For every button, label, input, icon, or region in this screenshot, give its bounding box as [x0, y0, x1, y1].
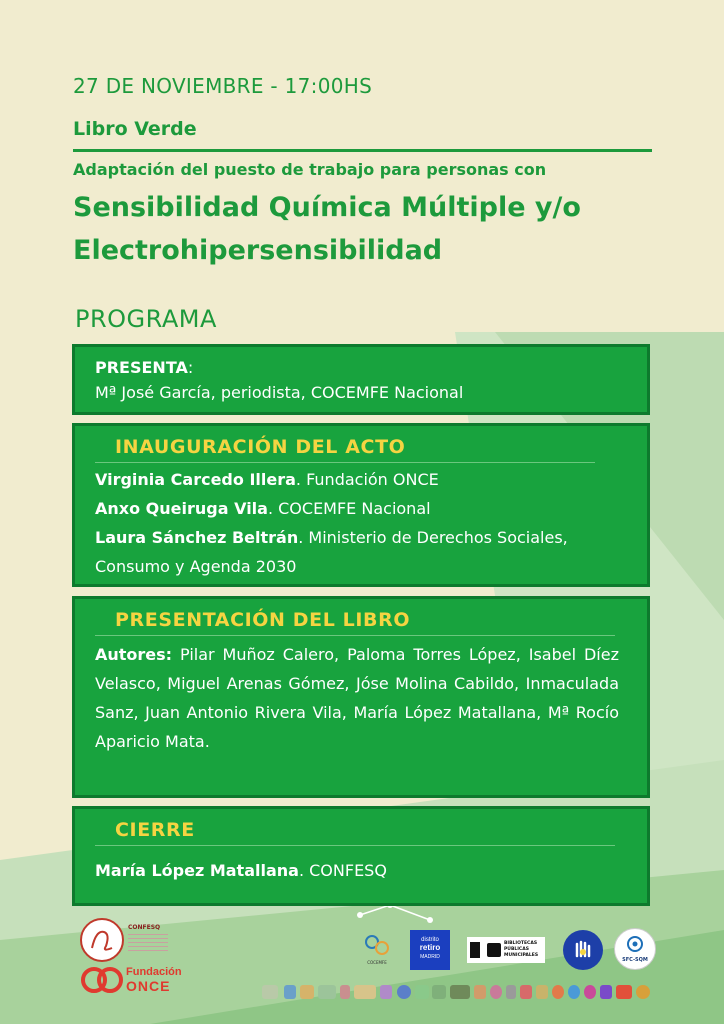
sponsor-logo	[536, 985, 548, 999]
title-line-2: Electrohipersensibilidad	[73, 235, 443, 266]
inauguracion-heading: INAUGURACIÓN DEL ACTO	[115, 436, 406, 458]
subtitle: Libro Verde	[73, 118, 197, 140]
sponsor-logo	[474, 985, 486, 999]
cierre-heading-rule	[95, 845, 615, 846]
retiro-label: retiro	[419, 943, 441, 952]
presenta-colon: :	[187, 358, 194, 377]
cocemfe-logo	[364, 934, 390, 968]
sponsor-logo	[300, 985, 314, 999]
confesq-label: CONFESQ	[128, 924, 161, 931]
distrito-label: distrito	[421, 937, 439, 943]
authors-label: Autores:	[95, 645, 173, 664]
inauguracion-heading-rule	[95, 462, 595, 463]
event-date: 27 DE NOVIEMBRE - 17:00HS	[73, 74, 373, 98]
fundacion-label: Fundación	[126, 966, 182, 978]
sponsor-logo	[552, 985, 564, 999]
sponsor-logo	[450, 985, 470, 999]
speaker-3-name: Laura Sánchez Beltrán	[95, 528, 299, 547]
confesq-logo	[80, 918, 124, 962]
title-line-1: Sensibilidad Química Múltiple y/o	[73, 192, 581, 223]
authors-list: Pilar Muñoz Calero, Paloma Torres López, Isabel Díez Velasco, Miguel Arenas Gómez, Jóse Molina Cabildo, Inmaculada Sanz, Juan Antonio Rivera Vila, María López Matallana, Mª Rocío Aparicio Mata.	[95, 645, 619, 751]
programa-heading: PROGRAMA	[75, 305, 217, 333]
presenta-text: Mª José García, periodista, COCEMFE Nacional	[95, 383, 464, 402]
cierre-box	[72, 806, 650, 906]
presenta-label: PRESENTA	[95, 358, 188, 377]
sponsor-logo	[600, 985, 612, 999]
eqsds-logo	[563, 930, 603, 970]
page-title	[73, 186, 683, 272]
speaker-2-affiliation: . COCEMFE Nacional	[267, 499, 431, 518]
sfc-sqm-label: SFC-SQM	[622, 957, 648, 963]
sponsor-logo	[284, 985, 296, 999]
sponsor-logo	[262, 985, 278, 999]
speaker-1	[95, 465, 627, 494]
sponsor-logo	[318, 985, 336, 999]
inauguracion-list	[75, 465, 627, 581]
sponsor-logo	[636, 985, 650, 999]
sfc-sqm-icon	[625, 935, 645, 953]
fundacion-once-logo	[80, 965, 200, 995]
sponsor-logo	[354, 985, 376, 999]
madrid-label: MADRID	[420, 954, 440, 960]
divider	[73, 149, 652, 152]
inauguracion-box	[72, 423, 650, 587]
hand-icon	[563, 930, 603, 970]
bibliotecas-label: BIBLIOTECAS PÚBLICAS MUNICIPALES	[504, 941, 539, 958]
sponsor-logo	[415, 985, 429, 999]
sponsor-logo	[397, 985, 411, 999]
sfc-sqm-logo	[614, 928, 656, 970]
presenta-box	[72, 344, 650, 415]
speaker-1-name: Virginia Carcedo Illera	[95, 470, 296, 489]
cierre-speaker	[75, 846, 647, 885]
sponsor-logo	[584, 985, 596, 999]
cierre-heading: CIERRE	[115, 819, 195, 841]
once-label: ONCE	[126, 978, 171, 994]
sponsor-logo	[490, 985, 502, 999]
sponsor-logo	[380, 985, 392, 999]
cocemfe-icon	[364, 934, 390, 956]
sponsor-logo	[520, 985, 532, 999]
bibliotecas-logo	[467, 937, 545, 963]
cierre-name: María López Matallana	[95, 861, 299, 880]
speaker-1-affiliation: . Fundación ONCE	[295, 470, 439, 489]
distrito-retiro-logo	[410, 930, 450, 970]
speaker-2	[95, 494, 627, 523]
presenta-label-line	[95, 355, 627, 380]
speaker-3-affiliation: . Ministerio de Derechos Sociales, Consumo y Agenda 2030	[95, 528, 568, 576]
presentacion-heading: PRESENTACIÓN DEL LIBRO	[115, 609, 411, 631]
confesq-icon	[82, 920, 122, 960]
presentacion-heading-rule	[95, 635, 615, 636]
speaker-2-name: Anxo Queiruga Vila	[95, 499, 268, 518]
speaker-3	[95, 523, 627, 581]
bibliotecas-icon	[487, 943, 501, 957]
presentacion-box	[72, 596, 650, 798]
sponsor-logo	[568, 985, 580, 999]
confesq-tagline	[128, 934, 168, 954]
cocemfe-label: COCEMFE	[367, 960, 387, 965]
sponsor-logo	[340, 985, 350, 999]
cierre-affiliation: . CONFESQ	[298, 861, 387, 880]
sponsor-logo	[616, 985, 632, 999]
sponsor-logo	[506, 985, 516, 999]
lead-text: Adaptación del puesto de trabajo para personas con	[73, 160, 547, 179]
madrid-bear-icon	[470, 942, 480, 958]
authors-paragraph	[75, 636, 647, 756]
once-rings-icon	[80, 965, 124, 995]
sponsor-logo	[432, 985, 446, 999]
